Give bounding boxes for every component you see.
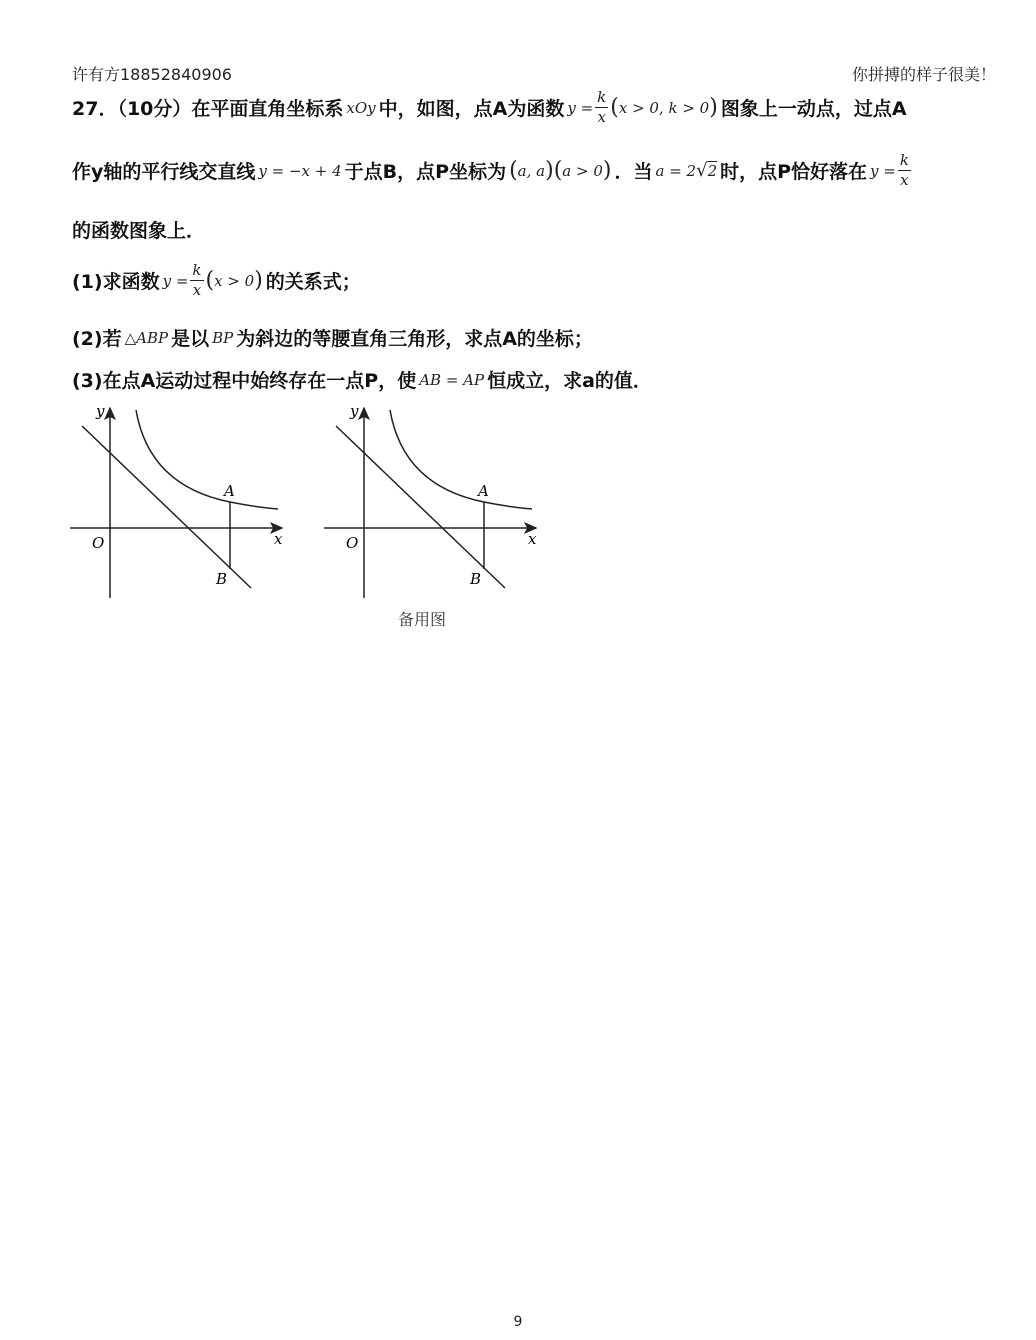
question-text: 为斜边的等腰直角三角形，求点A的坐标；: [236, 328, 593, 350]
math-function: [870, 153, 913, 188]
math-function: y = $\frac{k}{x}$ ( x > 0 ): [162, 261, 263, 299]
problem-line-2: [72, 153, 916, 188]
label-b: B: [216, 570, 228, 588]
question-1: [72, 263, 361, 298]
label-o: O: [346, 534, 359, 552]
math-triangle: △ABP: [124, 328, 169, 347]
label-a: A: [478, 482, 489, 500]
math-condition: x > 0, k > 0: [618, 98, 710, 117]
math-a-value: a = 2 √ 2: [655, 160, 718, 181]
header-slogan: 你拼搏的样子很美！: [851, 65, 996, 84]
math-coords: a, a: [517, 161, 546, 180]
math-fraction: [190, 263, 203, 298]
math-condition: x > 0: [214, 271, 255, 290]
fraction-numerator: k: [597, 88, 607, 106]
label-x: x: [528, 530, 537, 548]
problem-text: 图象上一动点，过点A: [720, 98, 907, 120]
fraction-denominator: x: [192, 281, 202, 299]
question-text: (2)若: [72, 328, 122, 350]
fraction-numerator: k: [899, 151, 909, 169]
problem-text: 27．（10分）在平面直角坐标系: [72, 98, 344, 120]
header-phone: 许有方18852840906: [72, 65, 232, 84]
math-fraction: [595, 90, 608, 125]
problem-line-3: [72, 216, 205, 243]
problem-text: 中，如图，点A为函数: [378, 98, 565, 120]
math-a-lhs: a = 2: [655, 161, 697, 180]
math-lhs: y =: [567, 98, 594, 117]
label-x: x: [274, 530, 283, 548]
hyperbola-curve: [136, 410, 278, 509]
question-text: 是以: [171, 328, 210, 350]
label-y: y: [96, 402, 105, 420]
label-y: y: [350, 402, 359, 420]
page-number: 9: [513, 1314, 523, 1330]
figure-caption: 备用图: [398, 610, 447, 629]
question-text: (1)求函数: [72, 271, 160, 293]
hyperbola-curve: [390, 410, 532, 509]
question-2: [72, 324, 593, 351]
math-xoy: xOy: [346, 98, 376, 117]
math-line-equation: y = −x + 4: [258, 161, 342, 180]
graph-backup: [324, 402, 537, 598]
problem-text: 作y轴的平行线交直线: [72, 161, 256, 183]
math-ab-ap: AB = AP: [419, 370, 485, 389]
problem-text: ．当: [614, 161, 653, 183]
graph-main: [70, 402, 283, 598]
question-3: [72, 366, 652, 393]
question-text: (3)在点A运动过程中始终存在一点P，使: [72, 370, 417, 392]
line-y-eq-neg-x-plus-4: [336, 426, 505, 588]
label-a: A: [224, 482, 235, 500]
math-radicand: 2: [707, 161, 718, 180]
question-text: 恒成立，求a的值．: [487, 370, 652, 392]
math-lhs: y =: [162, 271, 189, 290]
math-fraction: [898, 153, 911, 188]
math-lhs: y =: [870, 161, 896, 180]
math-point-p: ( a, a ) ( a > 0 ): [509, 157, 612, 183]
figure-graphs: [60, 398, 560, 608]
line-y-eq-neg-x-plus-4: [82, 426, 251, 588]
question-text: 的关系式；: [265, 271, 361, 293]
fraction-numerator: k: [192, 261, 202, 279]
problem-text: 于点B，点P坐标为: [344, 161, 507, 183]
problem-text: 的函数图象上．: [72, 220, 206, 242]
math-function: y = $\frac{k}{x}$ ( x > 0, k > 0 ): [567, 88, 718, 126]
label-o: O: [92, 534, 105, 552]
fraction-denominator: x: [597, 108, 606, 126]
fraction-denominator: x: [900, 171, 909, 189]
problem-line-1: [72, 90, 907, 125]
math-condition: a > 0: [562, 161, 603, 180]
math-bp: BP: [212, 328, 234, 347]
problem-text: 时，点P恰好落在: [720, 161, 868, 183]
label-b: B: [470, 570, 482, 588]
